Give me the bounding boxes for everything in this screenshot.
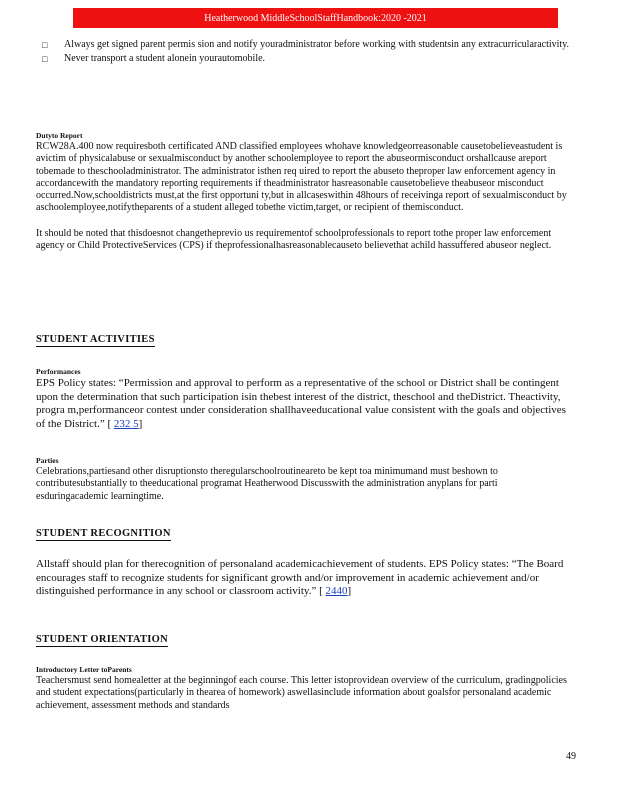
bullet-box-icon: □ xyxy=(42,54,48,65)
student-orientation-heading: STUDENT ORIENTATION xyxy=(36,634,169,645)
duty-to-report-section xyxy=(36,130,568,252)
student-recognition-heading: STUDENT RECOGNITION xyxy=(36,528,171,539)
policy-link-2325[interactable]: 232 5 xyxy=(113,417,139,430)
duty-subheading: Dutyto Report xyxy=(36,131,83,140)
bullet-box-icon: □ xyxy=(42,40,48,50)
introductory-letter-subheading: Introductory Letter toParents xyxy=(36,665,132,674)
orientation-text: Teachersmust send homealetter at the beginningof each course. This letter istoprovidean overview of the curriculum, gradingpolicies and student expectations(particularly in thearea of homework) aswellasinclude information about goalsfor personaland academic achievement, assessment methods and standards xyxy=(36,675,567,711)
bracket-close: ] xyxy=(347,585,352,597)
duty-paragraph-2: It should be noted that thisdoesnot changethepreviо us requirementof schoolprofessionals to report tothe proper law enforcement agency or Child ProtectiveServices (CPS) if theprofessionalhasreasonablecauseto believethat achild hassuffered abuseor neglect. xyxy=(36,227,552,252)
bullet-text: Never transport a student alonein yourautomobile. xyxy=(64,53,266,65)
performances-subheading: Performances xyxy=(36,367,81,376)
page-number: 49 xyxy=(566,751,576,762)
bullet-text: Always get signed parent permis sion and notify youradministrator before working with studentsin any extracurricularactivity. xyxy=(64,39,570,50)
parties-section xyxy=(36,455,568,503)
parties-text: Celebrations,partiesand other disruptionsto theregularschoolroutineareto be kept toa minimumand must beshown to contributesubstantially to theeducational programat Heatherwood Discusswith the administration anyplans for parti esduringacademic learningtime. xyxy=(36,466,498,502)
policy-link-2440[interactable]: 2440 xyxy=(325,585,348,597)
recognition-text: Allstaff should plan for therecognition of personaland academicachievement of students. EPS Policy states: “The Board encourages staff to recognize students for significant growth and/or improvement in academic achievement and/or distinguished performance in any school or classroom activity.” [ xyxy=(36,558,564,597)
header-title: Heatherwood MiddleSchoolStaffHandbook:2020 -2021 xyxy=(204,12,427,24)
performances-text: EPS Policy states: “Permission and approval to perform as a representative of the school or District shall be contingent upon the determination that such participation isin thebest interest of the district, theschool and theDistrict. Theactivity, progra m,performanceor contest under consideration shallhaveeducational value consistent with the goals and objectives of the District.” [ xyxy=(36,377,566,430)
parties-subheading: Parties xyxy=(36,456,59,465)
bracket-close: ] xyxy=(138,417,143,430)
performances-policy-text xyxy=(36,377,568,431)
list-item xyxy=(42,53,570,65)
list-item xyxy=(42,39,570,51)
orientation-section xyxy=(36,664,568,712)
duty-paragraph-1: RCW28A.400 now requiresboth certificated AND classified employees whohave knowledgeorreasonable causetobelieveastudent is avictim of physicalabuse or sexualmisconduct by another schoolemployee to report the abuseormisconduct orshallcause areport tobemade to theschooladministrator. The administrator isthen req uired to report the abuseto theproper law enforcement agency in accordancewith the mandatory reporting requirements if theadministrator hasreasonable causetobelieve theabuseor misconduct occurred.Now,schooldistricts must,at the first opportuni ty,but in allcaseswithin 48hours of receivinga report of sexualmisconduct by aschoolemployee,notifytheparents of a student alleged tobethe victim,target, or recipient of themisconduct. xyxy=(36,141,567,214)
rules-bullet-list xyxy=(42,39,570,68)
recognition-section xyxy=(36,558,568,599)
performances-section xyxy=(36,366,568,431)
handbook-header-banner xyxy=(73,8,558,28)
student-activities-heading: STUDENT ACTIVITIES xyxy=(36,334,155,345)
